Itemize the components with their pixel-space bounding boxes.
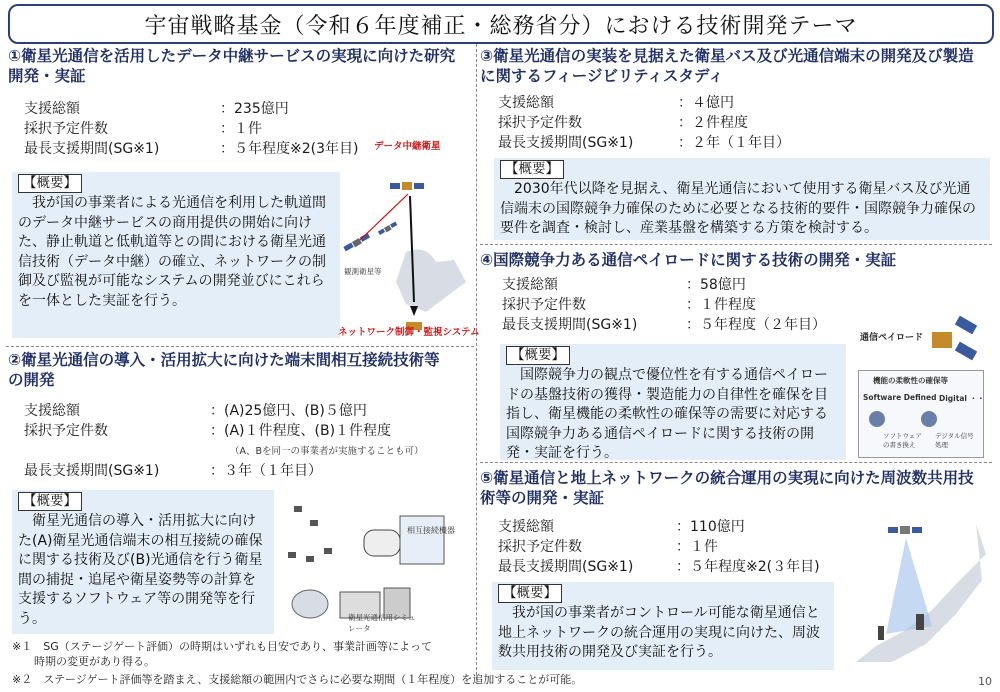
observation-satellite-icon xyxy=(343,233,370,252)
antenna-icons xyxy=(867,407,977,431)
interconnect-illustration xyxy=(280,496,470,626)
base-station-icon xyxy=(916,614,924,630)
flex-label: 機能の柔軟性の確保等 xyxy=(873,376,948,385)
relay-satellite-label: データ中継衛星 xyxy=(374,141,441,152)
row-value: ：(A)１件程度、(B)１件程度 xyxy=(210,423,392,439)
satellite-icon xyxy=(306,556,314,562)
satellite-icon xyxy=(310,520,318,526)
section-2-summary xyxy=(12,490,274,634)
section-5-heading: ⑤衛星通信と地上ネットワークの統合運用の実現に向けた周波数共用技術等の開発・実証 xyxy=(480,469,974,507)
footnote-1-cont: 時期の変更があり得る。 xyxy=(12,655,155,668)
row-value: ：５年程度※2(３年目) xyxy=(676,559,820,575)
row-value: ：(A)25億円、(B)５億円 xyxy=(210,403,367,419)
section-1-heading: ①衛星光通信を活用したデータ中継サービスの実現に向けた研究開発・実証 xyxy=(8,47,456,85)
page-number: 10 xyxy=(978,675,992,688)
summary-tag: 【概要】 xyxy=(18,174,82,193)
small-satellite-icon xyxy=(378,222,398,236)
summary-tag: 【概要】 xyxy=(498,584,562,603)
footnote-2: ※２ ステージゲート評価等を踏まえ、支援総額の範囲内でさらに必要な期間（１年程度）を追加することが可能。 xyxy=(12,673,583,686)
page-title: 宇宙戦略基金（令和６年度補正・総務省分）における技術開発テーマ xyxy=(8,4,994,44)
vertical-divider xyxy=(476,44,477,680)
summary-text: 2030年代以降を見据え、衛星光通信において使用する衛星バス及び光通信端末の国際競争力確保のために必要となる技術的要件・国際競争力確保の要件を調査・検討し、産業基盤を構築する方策を検討する。 xyxy=(500,181,976,236)
summary-text: 国際競争力の観点で優位性を有する通信ペイロードの基盤技術の獲得・製造能力の自律性を確保を目指し、衛星機能の柔軟性の確保等の需要に対応する国際競争力ある通信ペイロードに関する技術の開発・実証を行う。 xyxy=(506,367,828,461)
row-label: 最長支援期間(SG※1) xyxy=(24,463,160,479)
payload-icon xyxy=(932,332,952,348)
row-value: ：１件 xyxy=(220,121,262,137)
summary-tag: 【概要】 xyxy=(506,346,570,365)
section-2-heading: ②衛星光通信の導入・活用拡大に向けた端末間相互接続技術等の開発 xyxy=(8,351,440,389)
row-value: ：１件程度 xyxy=(686,297,756,313)
simulator-label: 衛星光通信用シミュレータ xyxy=(348,613,416,633)
device-box xyxy=(400,516,444,564)
section-3-summary xyxy=(494,158,990,240)
satellite-icon xyxy=(294,506,302,512)
section-1 xyxy=(8,46,480,344)
row-value: ：５年程度（２年目） xyxy=(686,317,826,333)
japan-map xyxy=(396,250,466,312)
row-value: ：２年（１年目） xyxy=(678,135,790,151)
summary-text: 我が国の事業者がコントロール可能な衛星通信と地上ネットワークの統合運用の実現に向けた、周波数共用技術の開発及び実証を行う。 xyxy=(498,605,820,660)
row-value: ：３年（１年目） xyxy=(210,463,322,479)
row-note: （A、Bを同一の事業者が実施することも可） xyxy=(230,446,424,457)
dsp-label: デジタル信号処理 xyxy=(935,432,974,449)
base-station-icon xyxy=(878,626,884,640)
row-label: 最長支援期間(SG※1) xyxy=(498,135,634,151)
antenna-icon xyxy=(869,411,885,427)
payload-satellite-illustration xyxy=(926,316,986,366)
row-label: 採択予定件数 xyxy=(24,121,108,137)
software-rewrite-label: ソフトウェアの書き換え xyxy=(883,432,922,449)
row-label: 最長支援期間(SG※1) xyxy=(24,141,160,157)
observer-label: 観測衛星等 xyxy=(344,267,382,276)
row-value: ：58億円 xyxy=(686,277,746,293)
digital-label: Digital ・・ xyxy=(939,394,985,403)
row-label: 最長支援期間(SG※1) xyxy=(498,559,634,575)
row-value: ：235億円 xyxy=(220,101,289,117)
summary-text: 我が国の事業者による光通信を利用した軌道間のデータ中継サービスの商用提供の開始に向けた、静止軌道と低軌道等との間における衛星光通信技術（データ中継）の確立、ネットワークの制御及び監視が可能なシステムの開発並びにこれらを一体とした実証を行う。 xyxy=(18,195,326,309)
satellite-icon xyxy=(324,548,332,554)
row-value: ：２件程度 xyxy=(678,115,748,131)
row-label: 採択予定件数 xyxy=(498,539,582,555)
flex-box xyxy=(858,370,984,458)
section-4-summary xyxy=(500,344,846,460)
software-defined-label: Software Defined xyxy=(863,393,937,402)
section-5 xyxy=(480,468,992,668)
section-1-summary xyxy=(12,172,340,338)
section-4 xyxy=(480,250,992,460)
optical-terminal-icon xyxy=(364,530,400,556)
row-label: 支援総額 xyxy=(498,95,554,111)
row-value: ：５年程度※2(3年目) xyxy=(220,141,359,157)
row-value: ：１件 xyxy=(676,539,718,555)
row-label: 支援総額 xyxy=(502,277,558,293)
network-label: ネットワーク制御・監視システム xyxy=(338,327,480,338)
row-value: ：４億円 xyxy=(678,95,734,111)
payload-label: 通信ペイロード xyxy=(860,333,924,343)
integrated-network-illustration xyxy=(836,514,986,666)
row-label: 支援総額 xyxy=(498,519,554,535)
section-4-heading: ④国際競争力ある通信ペイロードに関する技術の開発・実証 xyxy=(480,251,897,269)
section-5-summary xyxy=(492,582,834,670)
section-2 xyxy=(8,350,474,632)
summary-text: 衛星光通信の導入・活用拡大に向けた(A)衛星光通信端末の相互接続の確保に関する技術及び(B)光通信を行う衛星間の捕捉・追尾や衛星姿勢等の計算を支援するソフトウェア等の開発等を行う。 xyxy=(18,513,263,627)
row-label: 支援総額 xyxy=(24,403,80,419)
device-label: 相互接続機器 xyxy=(407,526,455,535)
footnote-1: ※１ SG（ステージゲート評価）の時期はいずれも目安であり、事業計画等によって xyxy=(12,640,433,653)
satellite-icon xyxy=(288,552,296,558)
row-label: 採択予定件数 xyxy=(498,115,582,131)
observatory-icon xyxy=(292,590,328,618)
section-3-heading: ③衛星光通信の実装を見据えた衛星バス及び光通信端末の開発及び製造に関するフィージビリティスタディ xyxy=(480,47,974,85)
right-divider-1 xyxy=(480,244,992,245)
row-label: 支援総額 xyxy=(24,101,80,117)
section-3 xyxy=(480,46,992,242)
summary-tag: 【概要】 xyxy=(500,160,564,179)
satellite-icon xyxy=(888,526,922,534)
summary-tag: 【概要】 xyxy=(18,492,82,511)
relay-illustration xyxy=(336,132,476,332)
antenna-icon xyxy=(921,411,937,427)
left-horizontal-divider xyxy=(6,346,474,347)
row-label: 採択予定件数 xyxy=(502,297,586,313)
row-label: 最長支援期間(SG※1) xyxy=(502,317,638,333)
row-label: 採択予定件数 xyxy=(24,423,108,439)
row-value: ：110億円 xyxy=(676,519,745,535)
relay-satellite-icon xyxy=(390,182,424,190)
